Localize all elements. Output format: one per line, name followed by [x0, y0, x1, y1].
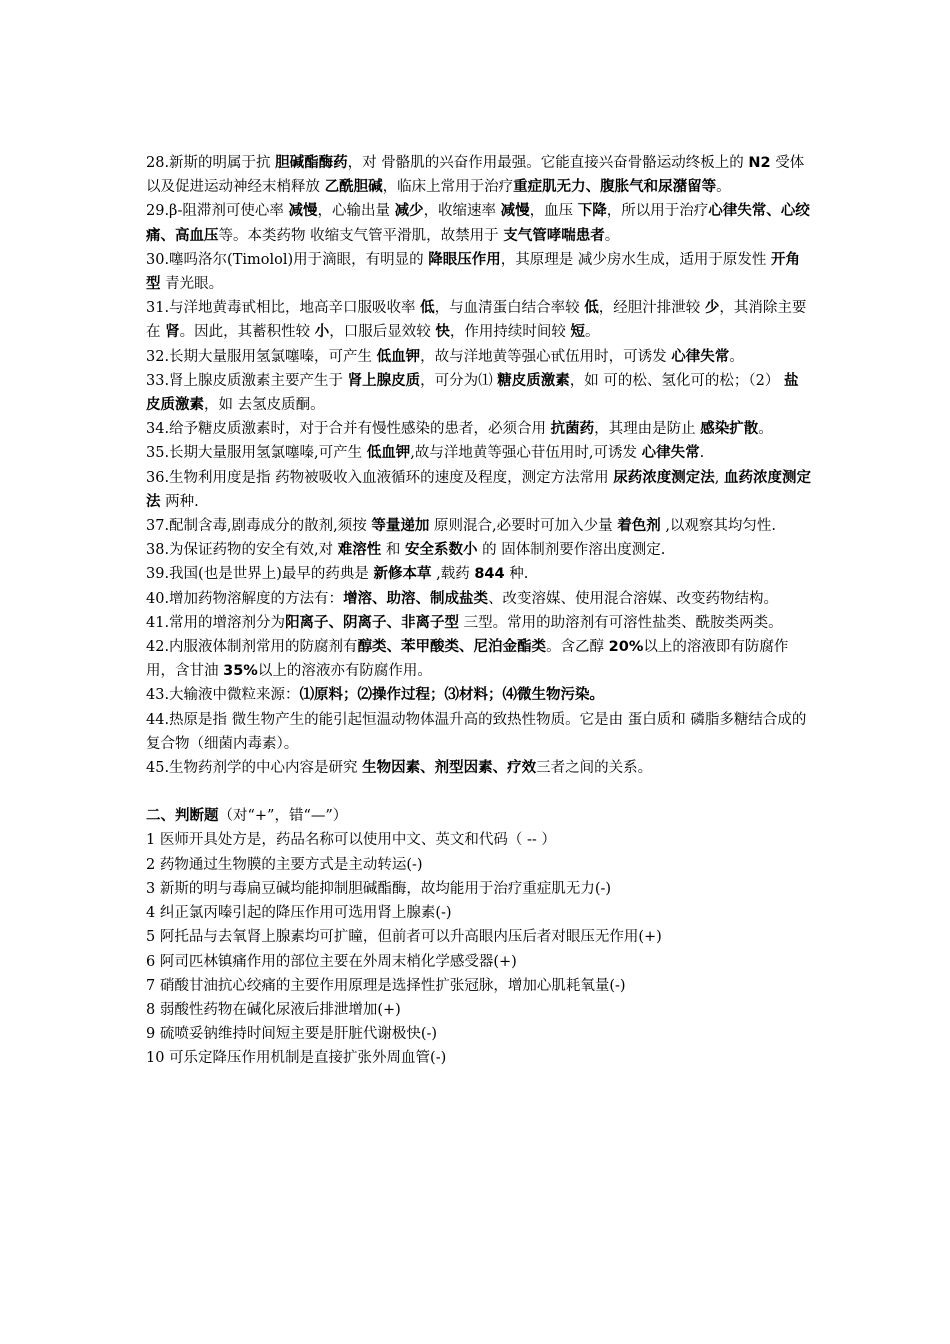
question-text: ，故与洋地黄等强心甙伍用时，可诱发	[420, 348, 672, 365]
true-false-list	[146, 828, 812, 1070]
question-item	[146, 151, 812, 199]
question-text: 。含乙醇	[546, 639, 609, 656]
question-item	[146, 708, 812, 756]
question-text: 32.长期大量服用氢氯噻嗪，可产生	[146, 348, 377, 365]
answer-text: 盐皮质激素	[146, 372, 799, 414]
question-text: ，如 可的松、氢化可的松；（2）	[569, 372, 784, 389]
question-text: 。	[716, 179, 731, 196]
question-item	[146, 683, 812, 707]
question-text: 43.大输液中微粒来源：	[146, 687, 300, 704]
question-text: ，其原理是 减少房水生成，适用于原发性	[500, 251, 771, 268]
question-item	[146, 562, 812, 586]
answer-text: 安全系数小	[405, 542, 478, 559]
answer-text: 感染扩散	[700, 421, 759, 438]
answer-text: 肾	[165, 324, 180, 341]
question-item	[146, 514, 812, 538]
answer-text: 20%	[608, 639, 644, 656]
answer-text: 降眼压作用	[428, 251, 501, 268]
judgement-item: 4 纠正氯丙嗪引起的降压作用可选用肾上腺素(-)	[146, 905, 452, 922]
question-text: 和	[381, 542, 405, 559]
question-text: 。	[604, 227, 620, 244]
question-text: 29.β-阻滞剂可使心率	[146, 203, 289, 220]
question-item	[146, 441, 812, 465]
question-text: 。	[729, 348, 744, 365]
question-text: ,	[714, 469, 724, 486]
question-text: 。	[584, 324, 600, 341]
question-text: ,载药	[431, 566, 475, 583]
answer-text: 心律失常	[671, 348, 730, 365]
answer-text: 低血钾	[366, 445, 411, 462]
answer-text: 乙酰胆碱	[324, 179, 383, 196]
question-text: 受体以及促进运动神经末梢释放	[146, 155, 805, 196]
document-page	[146, 151, 812, 1071]
question-text: ，作用持续时间较	[449, 324, 571, 341]
answer-text: 35%	[223, 663, 258, 680]
answer-text: 阳离子、阴离子、非离子型	[285, 614, 460, 631]
answer-text: 下降	[577, 203, 607, 220]
question-text: 三者之间的关系。	[536, 760, 653, 777]
question-text: ，对 骨骼肌的兴奋作用最强。它能直接兴奋骨骼运动终板上的	[347, 155, 749, 171]
question-text: 三型。常用的助溶剂有可溶性盐类、酰胺类两类。	[459, 614, 783, 631]
answer-text: 小	[314, 324, 330, 341]
answer-text: 新修本草	[373, 566, 432, 583]
question-text: 44.热原是指 微生物产生的能引起恒温动物体温升高的致热性物质。它是由 蛋白质和 磷脂多糖结合成的复合物（细菌内毒素）。	[146, 711, 807, 752]
question-text: 两种.	[160, 493, 199, 510]
question-item	[146, 611, 812, 635]
answer-text: 支气管哮喘患者	[503, 227, 605, 244]
question-text: 28.新斯的明属于抗	[146, 155, 276, 171]
answer-text: 低	[420, 300, 435, 317]
section-spacer	[146, 780, 812, 804]
question-text: 33.肾上腺皮质激素主要产生于	[146, 372, 348, 389]
question-text: 、改变溶媒、使用混合溶媒、改变药物结构。	[488, 590, 779, 607]
question-text: 30.噻吗洛尔(Timolol)用于滴眼，有明显的	[146, 251, 429, 268]
question-text: 39.我国(也是世界上)最早的药典是	[146, 566, 374, 583]
fill-in-blank-list	[146, 151, 812, 780]
question-text: 40.增加药物溶解度的方法有：	[146, 590, 344, 607]
question-text: 31.与洋地黄毒甙相比，地高辛口服吸收率	[146, 300, 421, 317]
answer-text: 生物因素、剂型因素、疗效	[362, 760, 537, 777]
question-item	[146, 417, 812, 441]
answer-text: 心律失常、心绞痛、高血压	[146, 203, 810, 244]
question-text: 38.为保证药物的安全有效,对	[146, 542, 338, 559]
answer-text: 心律失常	[641, 445, 700, 462]
question-text: 种.	[504, 566, 529, 583]
answer-text: 低	[584, 300, 599, 317]
question-text: ，口服后显效较	[329, 324, 436, 341]
question-item	[146, 538, 812, 562]
question-text: 的 固体制剂要作溶出度测定.	[477, 542, 666, 559]
judgement-item: 5 阿托品与去氧肾上腺素均可扩瞳，但前者可以升高眼内压后者对眼压无作用(+)	[146, 929, 662, 946]
answer-text: 减慢	[288, 203, 318, 220]
judgement-item: 8 弱酸性药物在碱化尿液后排泄增加(+)	[146, 1001, 401, 1018]
question-text: 以上的溶液亦有防腐作用。	[257, 663, 432, 680]
answer-text: 短	[570, 324, 585, 341]
answer-text: 低血钾	[376, 348, 421, 365]
question-text: ，收缩速率	[423, 203, 501, 220]
judgement-item: 7 硝酸甘油抗心绞痛的主要作用原理是选择性扩张冠脉，增加心肌耗氧量(-)	[146, 977, 626, 994]
question-text: 青光眼。	[160, 276, 224, 293]
question-item	[146, 756, 812, 780]
question-text: ，其消除主要在	[146, 300, 807, 341]
section-heading-legend: （对“+”，错“—”）	[218, 808, 348, 825]
question-item	[146, 369, 812, 417]
question-text: 34.给予糖皮质激素时，对于合并有慢性感染的患者，必须合用	[146, 421, 551, 438]
answer-text: 胆碱酯酶药	[275, 155, 348, 171]
answer-text: 糖皮质激素	[497, 372, 570, 389]
question-item	[146, 466, 812, 514]
answer-text: 尿药浓度测定法	[613, 469, 715, 486]
question-item	[146, 248, 812, 296]
question-text: .	[699, 445, 705, 462]
question-text: 42.内服液体制剂常用的防腐剂有	[146, 639, 358, 656]
judgement-item: 2 药物通过生物膜的主要方式是主动转运(-)	[146, 856, 423, 873]
question-text: 以上的溶液即有防腐作用，含甘油	[146, 639, 789, 680]
question-text: 36.生物利用度是指 药物被吸收入血液循环的速度及程度，测定方法常用	[146, 469, 614, 486]
answer-text: 少	[704, 300, 720, 317]
question-text: ,以观察其均匀性.	[660, 518, 777, 535]
question-item	[146, 587, 812, 611]
answer-text: 844	[474, 566, 505, 583]
question-text: ，与血清蛋白结合率较	[434, 300, 585, 317]
answer-text: 增溶、助溶、制成盐类	[343, 590, 489, 607]
answer-text: ⑴原料；⑵操作过程；⑶材料；⑷微生物污染。	[299, 687, 605, 704]
answer-text: 肾上腺皮质	[347, 372, 421, 389]
answer-text: 血药浓度测定法	[146, 469, 811, 510]
judgement-item: 3 新斯的明与毒扁豆碱均能抑制胆碱酯酶，故均能用于治疗重症肌无力(-)	[146, 880, 612, 897]
question-text: ，心输出量	[317, 203, 395, 220]
question-text: 。因此，其蓄积性较	[179, 324, 315, 341]
answer-text: 开角型	[146, 251, 800, 293]
judgement-item: 9 硫喷妥钠维持时间短主要是肝脏代谢极快(-)	[146, 1026, 438, 1043]
question-item	[146, 635, 812, 683]
question-text: ，其理由是防止	[594, 421, 701, 438]
answer-text: N2	[748, 155, 771, 171]
answer-text: 醇类、苯甲酸类、尼泊金酯类	[357, 639, 547, 656]
question-text: 41.常用的增溶剂分为	[146, 614, 286, 631]
question-text: 。	[758, 421, 773, 438]
answer-text: 着色剂	[617, 518, 661, 535]
section-heading-true-false	[146, 804, 812, 828]
question-item	[146, 296, 812, 344]
judgement-item: 6 阿司匹林镇痛作用的部位主要在外周末梢化学感受器(+)	[146, 953, 517, 970]
question-text: ，临床上常用于治疗	[382, 179, 514, 196]
question-text: ，经胆汁排泄较	[598, 300, 705, 317]
answer-text: 等量递加	[371, 518, 430, 535]
question-text: ，所以用于治疗	[606, 203, 709, 220]
answer-text: 难溶性	[337, 542, 382, 559]
question-text: 37.配制含毒,剧毒成分的散剂,须按	[146, 518, 372, 535]
judgement-item: 1 医师开具处方是，药品名称可以使用中文、英文和代码（ -- ）	[146, 832, 556, 849]
answer-text: 快	[435, 324, 450, 341]
answer-text: 重症肌无力、腹胀气和尿潴留等	[513, 179, 717, 196]
answer-text: 抗菌药	[550, 421, 595, 438]
question-text: ，血压	[529, 203, 578, 220]
question-item	[146, 199, 812, 247]
answer-text: 减少	[394, 203, 424, 220]
answer-text: 减慢	[500, 203, 530, 220]
question-item	[146, 345, 812, 369]
question-text: ，可分为⑴	[420, 372, 498, 389]
question-text: 等。本类药物 收缩支气管平滑肌，故禁用于	[218, 227, 504, 244]
section-heading-title: 二、判断题	[146, 808, 219, 825]
question-text: ,故与洋地黄等强心苷伍用时,可诱发	[410, 445, 642, 462]
question-text: 35.长期大量服用氢氯噻嗪,可产生	[146, 445, 367, 462]
judgement-item: 10 可乐定降压作用机制是直接扩张外周血管(-)	[146, 1050, 447, 1067]
question-text: 45.生物药剂学的中心内容是研究	[146, 760, 363, 777]
question-text: ，如 去氢皮质酮。	[204, 397, 325, 414]
question-text: 原则混合,必要时可加入少量	[429, 518, 618, 535]
